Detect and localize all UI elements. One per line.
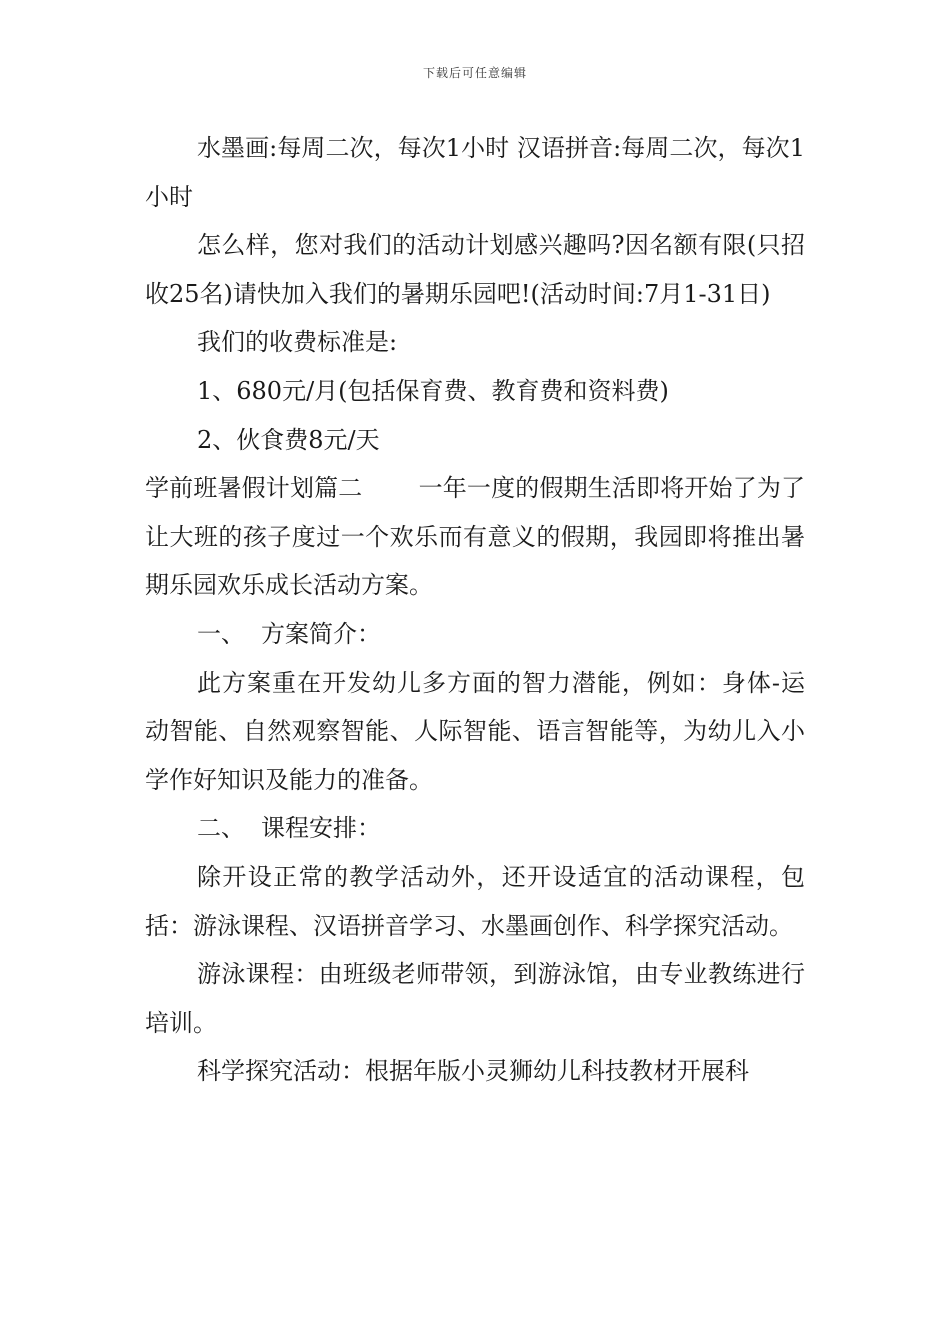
paragraph-swimming: 游泳课程：由班级老师带领，到游泳馆，由专业教练进行培训。 [145,960,805,1037]
heading-text: 课程安排： [261,814,381,843]
document-body [145,124,805,1096]
heading-course-arrangement [145,804,805,853]
page-header: 下载后可任意编辑 [422,66,527,80]
paragraph-schedule: 水墨画:每周二次，每次1小时 汉语拼音:每周二次，每次1小时 [145,134,805,211]
section-body: 一年一度的假期生活即将开始了为了让大班的孩子度过一个欢乐而有意义的假期，我园即将推出暑期乐园欢乐成长活动方案。 [145,474,806,600]
paragraph-course-list: 除开设正常的教学活动外，还开设适宜的活动课程，包括：游泳课程、汉语拼音学习、水墨画创作、科学探究活动。 [145,862,805,940]
paragraph-science: 科学探究活动：根据年版小灵狮幼儿科技教材开展科 [197,1057,749,1086]
paragraph-fee-item-2: 2、伙食费8元/天 [197,425,380,454]
paragraph-section-two [145,464,805,610]
heading-number: 一、 [197,619,245,648]
heading-text: 方案简介： [261,619,381,648]
heading-number: 二、 [197,814,245,843]
paragraph-fee-item-1: 1、680元/月(包括保育费、教育费和资料费) [197,376,669,405]
section-title: 学前班暑假计划篇二 [145,474,363,503]
paragraph-invitation: 怎么样，您对我们的活动计划感兴趣吗?因名额有限(只招收25名)请快加入我们的暑期乐园吧!(活动时间:7月1-31日) [145,231,805,308]
paragraph-plan-intro: 此方案重在开发幼儿多方面的智力潜能，例如：身体-运动智能、自然观察智能、人际智能、语言智能等，为幼儿入小学作好知识及能力的准备。 [145,668,805,794]
heading-plan-intro [145,610,805,659]
paragraph-fee-intro: 我们的收费标准是: [197,328,398,357]
